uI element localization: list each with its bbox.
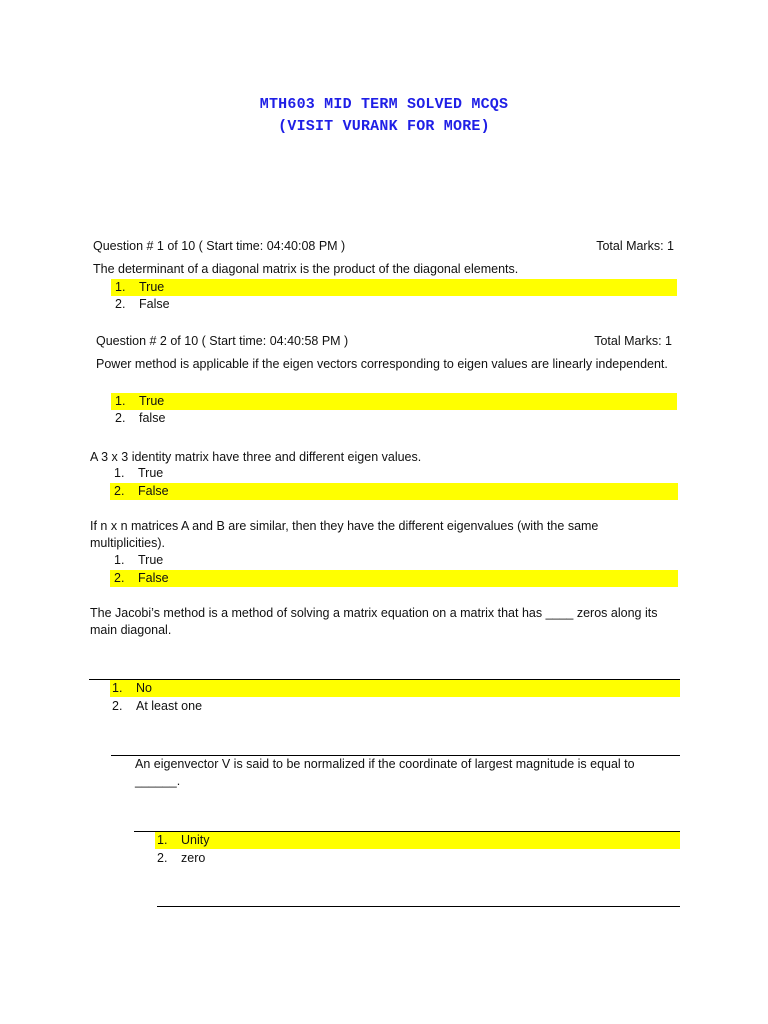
option-number: 1. [115,280,126,294]
question-2-option-1 [111,393,677,410]
option-label: No [136,681,152,695]
option-number: 2. [112,699,123,713]
option-label: True [138,553,164,567]
question-1-option-1 [111,279,677,296]
document-title-line2: (VISIT VURANK FOR MORE) [278,118,490,135]
question-6-option-2 [155,850,205,867]
option-label: True [138,466,164,480]
option-label: False [139,297,170,311]
option-label: Unity [181,833,210,847]
question-5-text: The Jacobi’s method is a method of solving a matrix equation on a matrix that has ____ zeros along its main diagonal. [90,606,658,637]
question-6-text: An eigenvector V is said to be normalized if the coordinate of largest magnitude is equal to ______. [135,757,635,788]
question-6-option-1 [155,832,680,849]
question-1-header: Question # 1 of 10 ( Start time: 04:40:08 PM ) [93,239,346,253]
question-1-option-2 [111,296,170,313]
question-2-marks: Total Marks: 1 [594,334,672,348]
divider-line [157,906,680,907]
question-3-option-2 [110,483,678,500]
question-2-header: Question # 2 of 10 ( Start time: 04:40:58 PM ) [96,334,349,348]
option-number: 2. [115,411,126,425]
option-label: False [138,484,169,498]
question-5-option-2 [110,698,202,715]
option-number: 2. [114,484,125,498]
question-3-text: A 3 x 3 identity matrix have three and different eigen values. [90,450,422,464]
option-number: 2. [115,297,126,311]
option-label: False [138,571,169,585]
question-1-text: The determinant of a diagonal matrix is the product of the diagonal elements. [93,262,519,276]
document-title-line1: MTH603 MID TERM SOLVED MCQS [259,96,509,113]
option-label: True [139,394,165,408]
option-number: 2. [157,851,168,865]
option-number: 1. [114,553,125,567]
option-label: zero [181,851,206,865]
option-label: false [139,411,166,425]
question-2-text: Power method is applicable if the eigen vectors corresponding to eigen values are linearly independent. [96,357,668,371]
option-number: 1. [112,681,123,695]
question-2-option-2 [111,410,165,427]
option-label: True [139,280,165,294]
option-label: At least one [136,699,203,713]
question-4-option-1 [110,552,163,569]
option-number: 1. [157,833,168,847]
option-number: 1. [114,466,125,480]
question-3-option-1 [110,465,163,482]
question-5-option-1 [110,680,680,697]
question-1-marks: Total Marks: 1 [596,239,674,253]
option-number: 1. [115,394,126,408]
question-4-text: If n x n matrices A and B are similar, then they have the different eigenvalues (with the same multiplicities). [90,519,599,550]
option-number: 2. [114,571,125,585]
question-4-option-2 [110,570,678,587]
